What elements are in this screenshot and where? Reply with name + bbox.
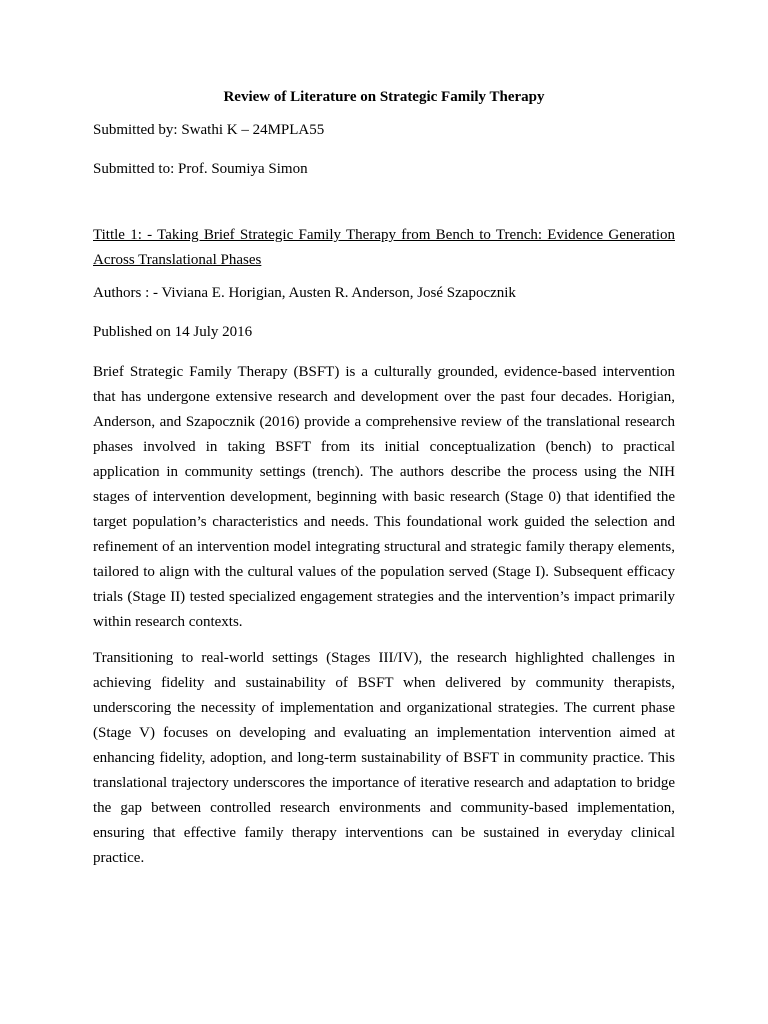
article-title: Tittle 1: - Taking Brief Strategic Family Therapy from Bench to Trench: Evidence Generation Across Translational Phases — [93, 227, 675, 268]
paragraph-1: Brief Strategic Family Therapy (BSFT) is a culturally grounded, evidence-based intervention that has undergone extensive research and development over the past four decades. Horigian, Anderson, and Szapocznik (2016) provide a comprehensive review of the translational research phases involved in taking BSFT from its initial conceptualization (bench) to practical application in community settings (trench). The authors describe the process using the NIH stages of intervention development, beginning with basic research (Stage 0) that identified the target population’s characteristics and needs. This foundational work guided the selection and refinement of an intervention model integrating structural and strategic family therapy elements, tailored to align with the cultural values of the population served (Stage I). Subsequent efficacy trials (Stage II) tested specialized engagement strategies and the intervention’s impact primarily within research contexts. — [93, 364, 675, 630]
paragraph-2: Transitioning to real-world settings (Stages III/IV), the research highlighted challenges in achieving fidelity and sustainability of BSFT when delivered by community therapists, underscoring the necessity of implementation and organizational strategies. The current phase (Stage V) focuses on developing and evaluating an implementation intervention aimed at enhancing fidelity, adoption, and long-term sustainability of BSFT in community practice. This translational trajectory underscores the importance of iterative research and adaptation to bridge the gap between controlled research environments and community-based implementation, ensuring that effective family therapy interventions can be sustained in everyday clinical practice. — [93, 650, 675, 866]
publication-date: Published on 14 July 2016 — [93, 324, 253, 340]
submitted-to: Submitted to: Prof. Soumiya Simon — [93, 161, 308, 177]
spacer — [93, 197, 675, 223]
document-body — [93, 86, 675, 882]
document-title: Review of Literature on Strategic Family Therapy — [223, 89, 545, 105]
article-authors: Authors : - Viviana E. Horigian, Austen R. Anderson, José Szapocznik — [93, 285, 516, 301]
submitted-by: Submitted by: Swathi K – 24MPLA55 — [93, 122, 325, 138]
